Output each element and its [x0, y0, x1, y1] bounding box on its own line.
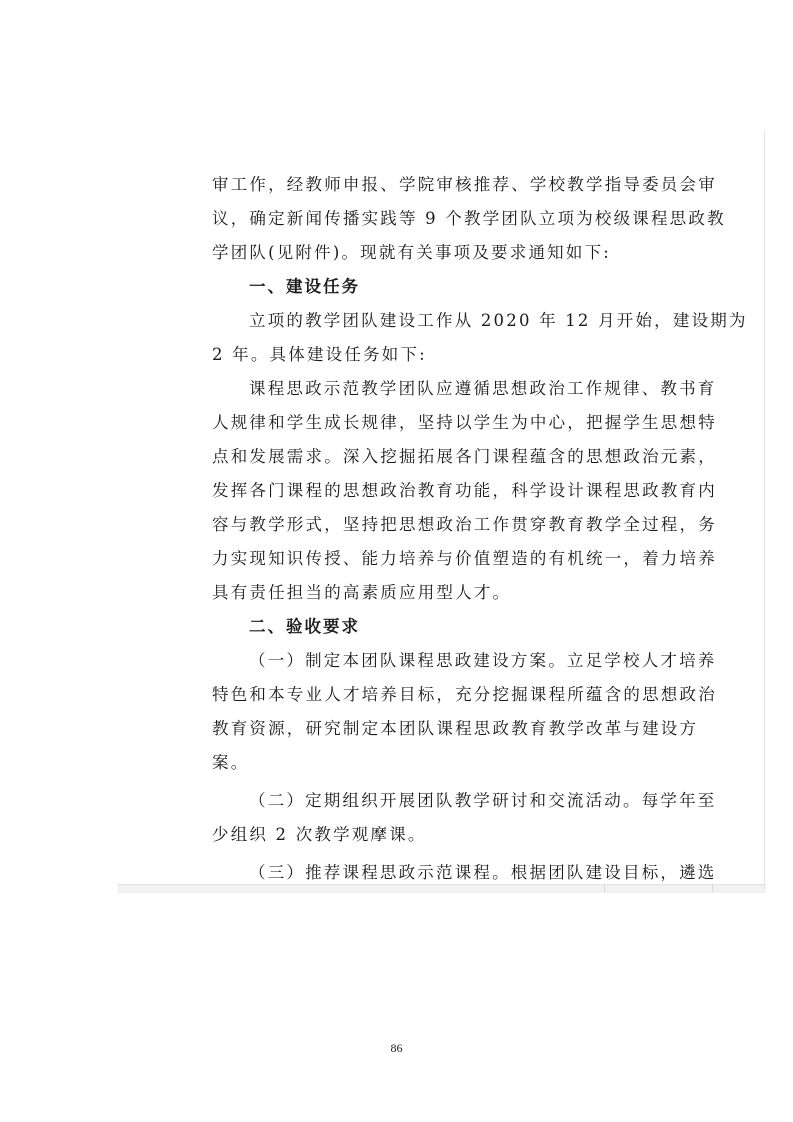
text-line: （二）定期组织开展团队教学研讨和交流活动。每学年至 — [249, 791, 717, 810]
text-line: 少组织 2 次教学观摩课。 — [212, 825, 427, 844]
text-line: 具有责任担当的高素质应用型人才。 — [212, 583, 512, 602]
text-line: 容与教学形式，坚持把思想政治工作贯穿教育教学全过程，务 — [212, 515, 717, 534]
text-line: 特色和本专业人才培养目标，充分挖掘课程所蕴含的思想政治 — [212, 685, 717, 704]
section-heading-acceptance-requirements: 二、验收要求 — [249, 617, 360, 636]
text-line: 案。 — [212, 753, 250, 772]
text-line: 学团队(见附件)。现就有关事项及要求通知如下: — [212, 243, 612, 262]
text-line: 审工作，经教师申报、学院审核推荐、学校教学指导委员会审 — [212, 175, 717, 194]
section-heading-construction-tasks: 一、建设任务 — [249, 277, 360, 296]
text-line: （一）制定本团队课程思政建设方案。立足学校人才培养 — [249, 651, 717, 670]
text-line: （三）推荐课程思政示范课程。根据团队建设目标，遴选 — [249, 863, 717, 882]
text-line: 课程思政示范教学团队应遵循思想政治工作规律、教书育 — [249, 379, 717, 398]
page-number: 86 — [390, 1041, 403, 1055]
text-line: 立项的教学团队建设工作从 2020 年 12 月开始，建设期为 — [249, 311, 748, 330]
text-line: 发挥各门课程的思想政治教育功能，科学设计课程思政教育内 — [212, 481, 717, 500]
text-line: 点和发展需求。深入挖掘拓展各门课程蕴含的思想政治元素， — [212, 447, 717, 466]
text-line: 教育资源，研究制定本团队课程思政教育教学改革与建设方 — [212, 719, 699, 738]
page-frame-right-edge — [764, 130, 765, 892]
text-line: 人规律和学生成长规律，坚持以学生为中心，把握学生思想特 — [212, 413, 717, 432]
text-line: 力实现知识传授、能力培养与价值塑造的有机统一，着力培养 — [212, 549, 717, 568]
document-body — [212, 168, 748, 890]
text-line: 议，确定新闻传播实践等 9 个教学团队立项为校级课程思政教 — [212, 209, 726, 228]
text-line: 2 年。具体建设任务如下: — [212, 345, 427, 364]
